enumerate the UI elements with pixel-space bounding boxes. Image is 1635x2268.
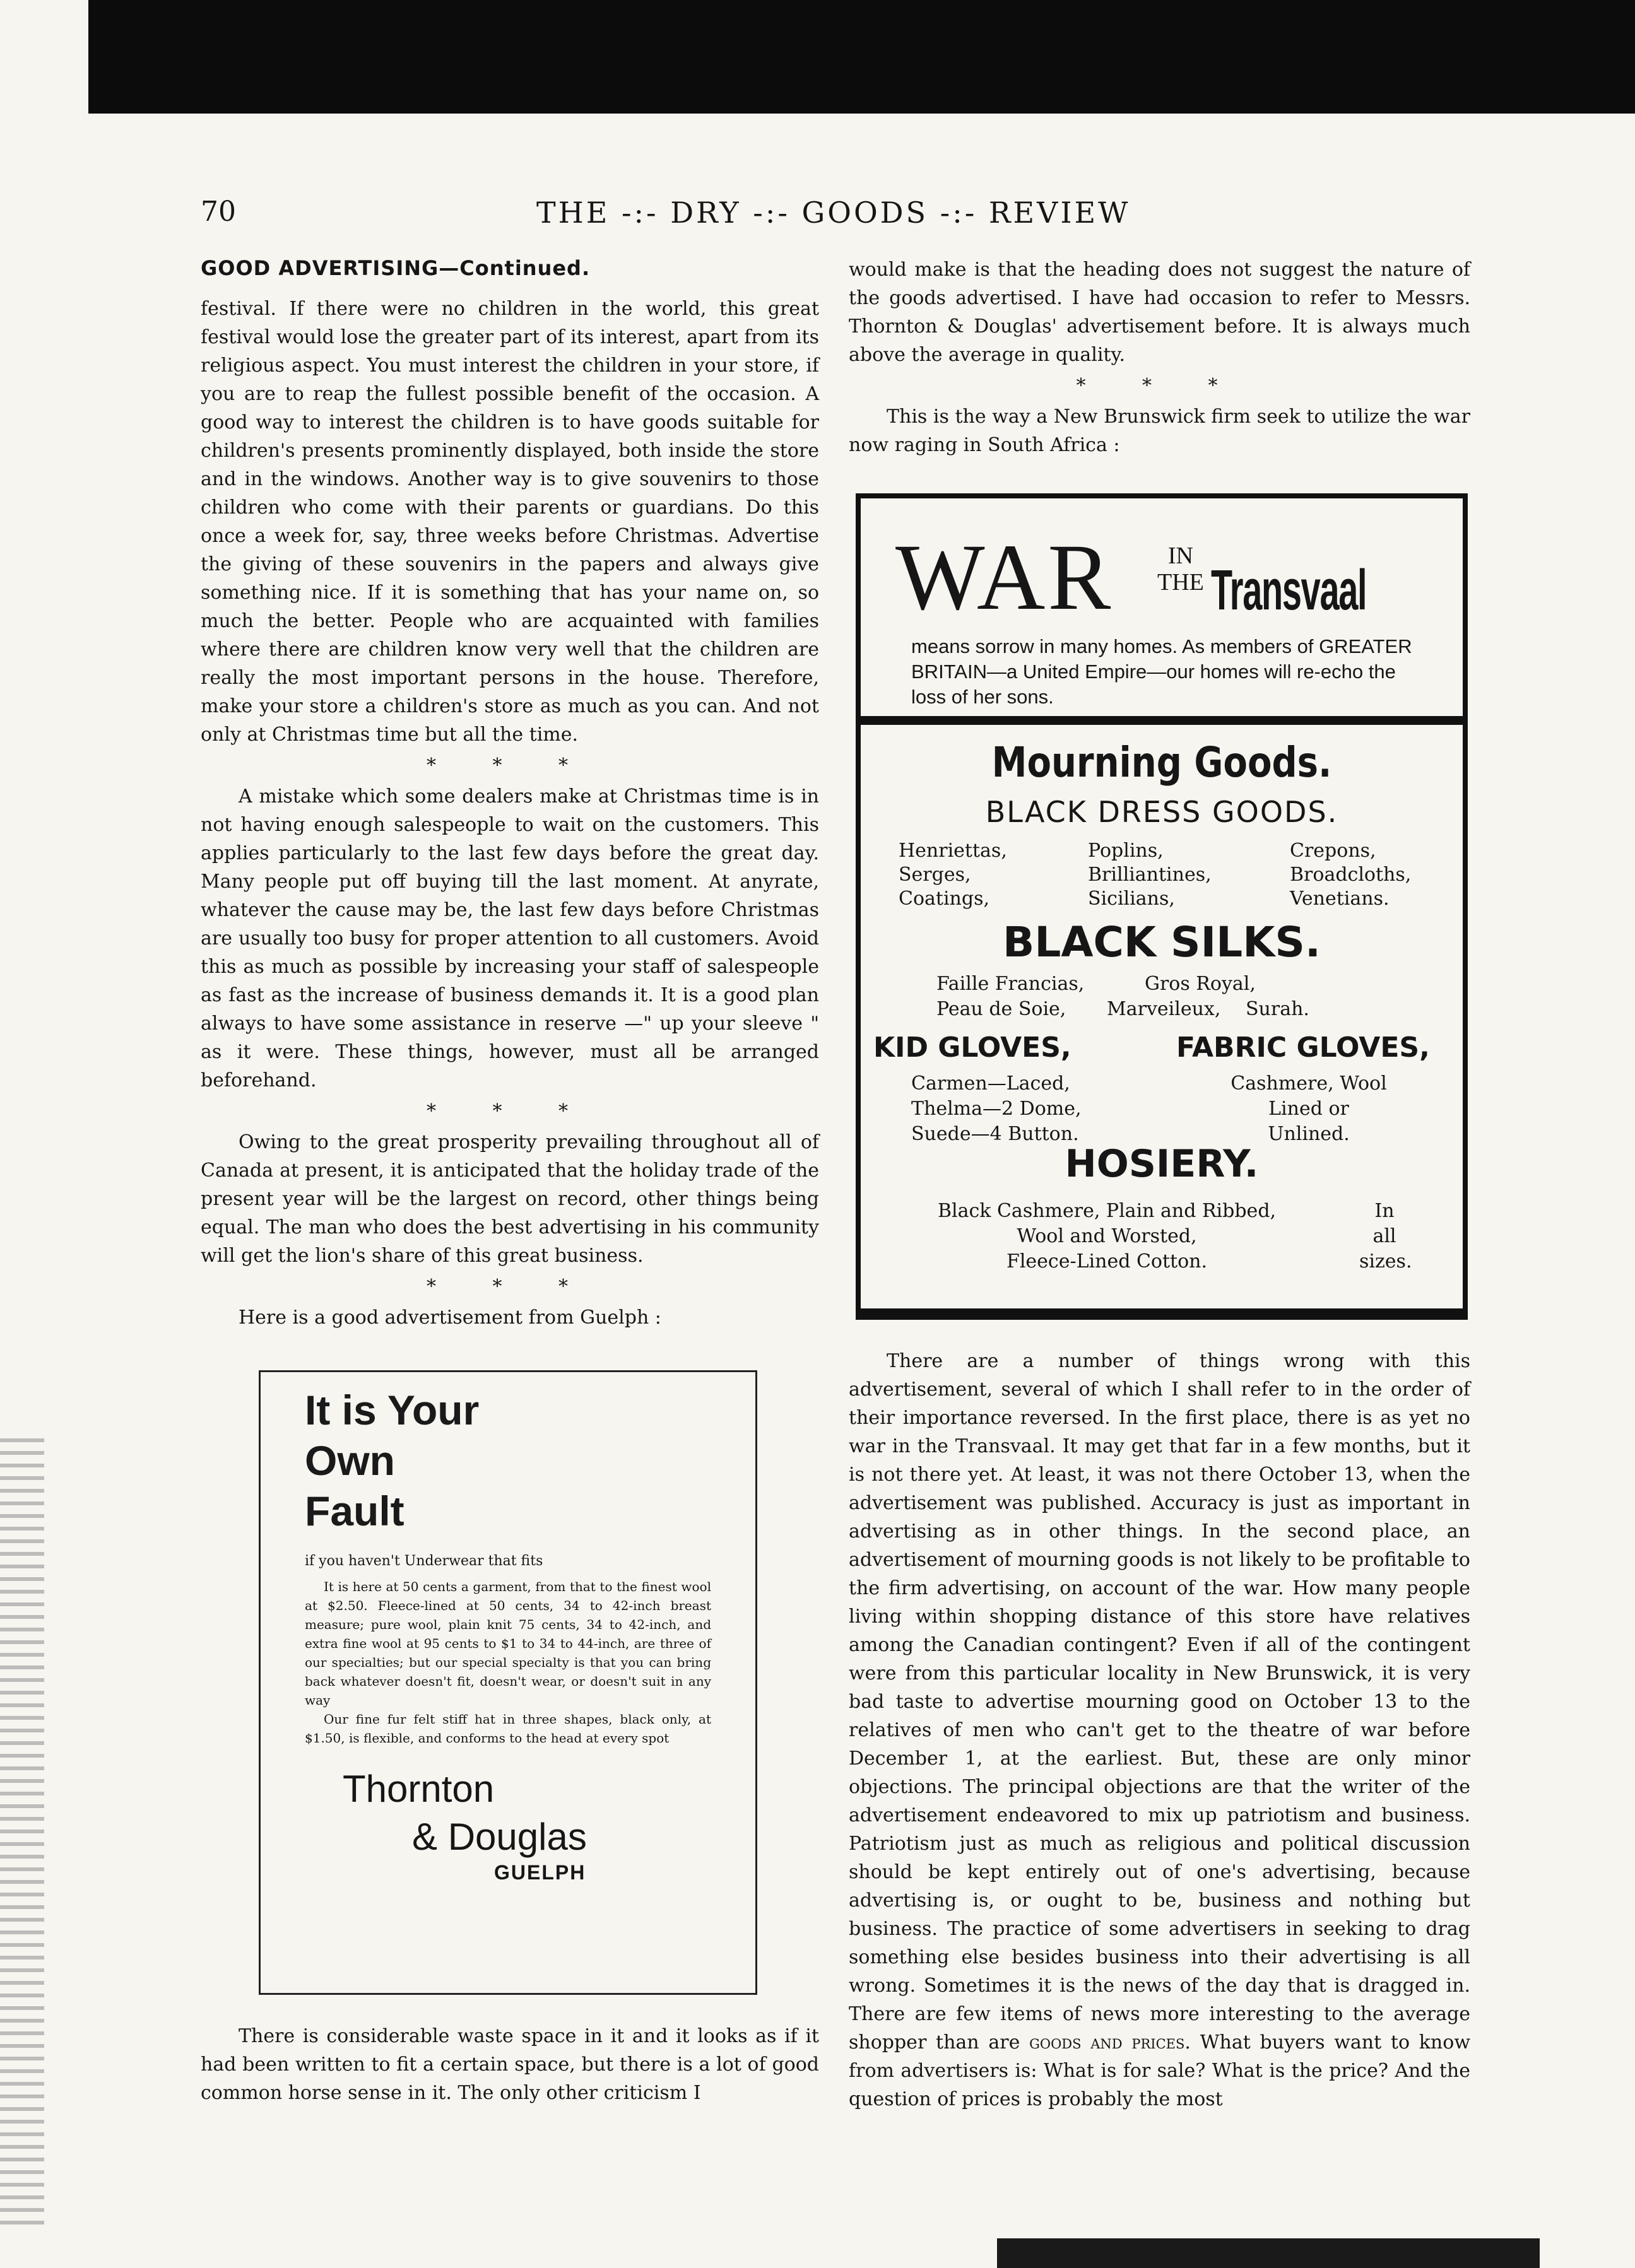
small-caps-phrase: goods and prices [1029, 2031, 1185, 2054]
right-column-bottom [849, 1347, 1470, 2113]
list-item: Fleece-Lined Cotton. [1006, 1250, 1207, 1272]
scan-margin-noise [0, 1438, 44, 2227]
dress-col [1088, 839, 1212, 911]
running-head: THE -:- DRY -:- GOODS -:- REVIEW [536, 196, 1131, 230]
list-item: Crepons, [1290, 840, 1376, 862]
list-item: Lined or [1268, 1098, 1349, 1120]
list-item: Thelma—2 Dome, [911, 1098, 1082, 1120]
sizes-note [1359, 1199, 1410, 1274]
ad-word-the: THE [1157, 569, 1204, 596]
paragraph: Owing to the great prosperity prevailing throughout all of Canada at present, it is anticipated that the holiday trade of the present year will be the largest on record, other things being equal. The man who does the best advertising in his community will get the lion's share of this great business. [201, 1131, 819, 1267]
left-column [201, 256, 819, 1332]
list-item: Coatings, [899, 888, 990, 910]
paragraph: A mistake which some dealers make at Christmas time is in not having enough salespeople to wait on the customers. This applies particularly to the last few days before the great day. Many people put off buying till the last moment. At anyrate, whatever the cause may be, the last few days before Christmas are usually too busy for proper attention to all customers. Avoid this as much as possible by increasing your staff of salespeople as fast as the increase of business demands it. It is a good plan always to have some assistance in reserve —" up your sleeve " as it were. These things, however, must all be arranged beforehand. [201, 785, 819, 1091]
list-item: all [1372, 1225, 1396, 1247]
silk-col [1107, 972, 1256, 1022]
ad-rule [861, 716, 1463, 725]
list-item: Sicilians, [1088, 888, 1175, 910]
ad-intro-text: means sorrow in many homes. As members of GREATER BRITAIN—a United Empire—our homes will re-echo the loss of her sons. [911, 635, 1412, 708]
section-divider-stars: * * * [1076, 375, 1243, 397]
list-item: Henriettas, [899, 840, 1007, 862]
section-divider-stars: * * * [426, 1276, 594, 1298]
ad-headline-in-the [1157, 543, 1204, 596]
dress-col [899, 839, 1007, 911]
ad-heading-fabric-gloves: FABRIC GLOVES, [1176, 1031, 1430, 1064]
list-item: Poplins, [1088, 840, 1164, 862]
ad-heading-kid-gloves: KID GLOVES, [873, 1031, 1071, 1064]
guelph-advertisement [259, 1370, 757, 1995]
silk-col [936, 972, 1084, 1022]
section-heading: GOOD ADVERTISING—Continued. [201, 256, 591, 280]
paragraph [849, 1347, 1470, 2113]
paragraph: There is considerable waste space in it and it looks as if it had been written to fit a certain space, but there is a lot of good common horse sense in it. The only other criticism I [201, 2025, 819, 2104]
list-item: Suede—4 Button. [911, 1123, 1079, 1145]
ad-rule [861, 1308, 1463, 1315]
war-transvaal-advertisement [856, 493, 1468, 1320]
list-item: Faille Francias, [936, 973, 1085, 995]
paragraph: festival. If there were no children in the world, this great festival would lose the greater part of its interest, apart from its religious aspect. You must interest the children in your store, if you are to reap the fullest possible benefit of the occasion. A good way to interest the children is to have goods suitable for children's presents prominently displayed, both inside the store and in the windows. Another way is to give souvenirs to those children who come with their parents or guardians. Do this once a week for, say, three weeks before Christmas. Advertise the giving of these souvenirs in the papers and always give something nice. If it is something that has your name on, so much the better. People who are acquainted with families where there are children know very well that the children are really the most important persons in the house. Therefore, make your store a children's store as much as you can. And not only at Christmas time but all the time. [201, 298, 819, 746]
list-item: Venetians. [1290, 888, 1390, 910]
ad-subtitle: if you haven't Underwear that fits [305, 1553, 543, 1569]
ad-word-in: IN [1167, 543, 1193, 569]
dress-col [1290, 839, 1411, 911]
page-number: 70 [201, 196, 236, 228]
right-column-top [849, 256, 1470, 459]
paragraph-text: . What buyers want to know from advertisers is: What is for sale? What is the price? And the question of prices is probably the most [849, 2031, 1470, 2110]
ad-title-line: Own [305, 1437, 395, 1484]
paragraph: would make is that the heading does not suggest the nature of the goods advertised. I have had occasion to refer to Messrs. Thornton & Douglas' advertisement before. It is always much above the average in quality. [849, 259, 1470, 366]
list-item: Serges, [899, 864, 971, 886]
ad-body: Our fine fur felt stiff hat in three shapes, black only, at $1.50, is flexible, and conforms to the head at every spot [305, 1712, 711, 1746]
ad-heading-black-silks: BLACK SILKS. [1003, 918, 1321, 967]
list-item: Peau de Soie, [936, 998, 1066, 1020]
silk-col [1246, 997, 1309, 1022]
paragraph: Here is a good advertisement from Guelph : [239, 1307, 661, 1329]
scan-bottom-border [997, 2238, 1540, 2268]
paragraph: This is the way a New Brunswick firm seek to utilize the war now raging in South Africa : [849, 406, 1470, 456]
ad-city: GUELPH [494, 1861, 586, 1884]
list-item: Brilliantines, [1088, 864, 1212, 886]
list-item: Gros Royal, [1145, 973, 1256, 995]
list-item: Marveileux, [1107, 998, 1221, 1020]
scan-top-border [88, 0, 1635, 114]
ad-firm-name: & Douglas [412, 1816, 587, 1858]
ad-headline-transvaal: Transvaal [1211, 559, 1367, 622]
list-item: Black Cashmere, Plain and Ribbed, [937, 1200, 1277, 1222]
list-item: Carmen—Laced, [911, 1072, 1070, 1095]
ad-heading-mourning: Mourning Goods. [991, 738, 1332, 787]
ad-firm-name: Thornton [343, 1768, 495, 1810]
ad-body: It is here at 50 cents a garment, from that to the finest wool at $2.50. Fleece-lined at 50 cents, 34 to 42-inch breast measure; pure wool, plain knit 75 cents, 34 to 42-inch, and extra fine wool at 95 cents to $1 to 34 to 44-inch, are three of our specialties; but our special specialty is that you can bring back whatever doesn't fit, doesn't wear, or doesn't suit in any way [305, 1579, 711, 1708]
fabric-gloves-list [1227, 1071, 1391, 1147]
list-item: sizes. [1359, 1250, 1412, 1272]
ad-headline-war: WAR [895, 525, 1114, 630]
section-divider-stars: * * * [426, 1100, 594, 1122]
left-column-continued [201, 2022, 819, 2107]
list-item: Cashmere, Wool [1231, 1072, 1387, 1095]
ad-title-line: It is Your [305, 1387, 480, 1433]
list-item: Surah. [1246, 998, 1309, 1020]
list-item: In [1374, 1200, 1395, 1222]
list-item: Broadcloths, [1290, 864, 1412, 886]
paragraph-text: There are a number of things wrong with this advertisement, several of which I shall refer to in the order of their importance reversed. In the first place, there is as yet no war in the Transvaal. It may get that far in a few months, but it is not there yet. At least, it was not there October 13, when the advertisement was published. Accuracy is just as important in advertising as in other things. In the second place, an advertisement of mourning goods is not likely to be profitable to the firm advertising, on account of the war. How many people living within shopping distance of this store have relatives among the Canadian contingent? Even if all of the contingent were from this particular locality in New Brunswick, it is very bad taste to advertise mourning good on October 13 to the relatives of men who can't get to the theatre of war before December 1, at the earliest. But, these are only minor objections. The principal objections are that the writer of the advertisement endeavored to mix up patriotism and business. Patriotism just as much as religious and political discussion should be kept entirely out of one's advertising, because advertising is, or ought to be, business and nothing but business. The practice of some advertisers in seeking to drag something else besides business into their advertising is all wrong. Sometimes it is the news of the day that is dragged in. There are few items of news more interesting to the average shopper than are [849, 1350, 1470, 2054]
kid-gloves-list [911, 1071, 1082, 1147]
hosiery-list [918, 1199, 1296, 1274]
section-divider-stars: * * * [426, 755, 594, 777]
list-item: Wool and Worsted, [1017, 1225, 1197, 1247]
ad-heading-black-dress: BLACK DRESS GOODS. [985, 795, 1338, 829]
list-item: Unlined. [1268, 1123, 1350, 1145]
ad-title-line: Fault [305, 1488, 404, 1534]
ad-heading-hosiery: HOSIERY. [1065, 1142, 1259, 1186]
